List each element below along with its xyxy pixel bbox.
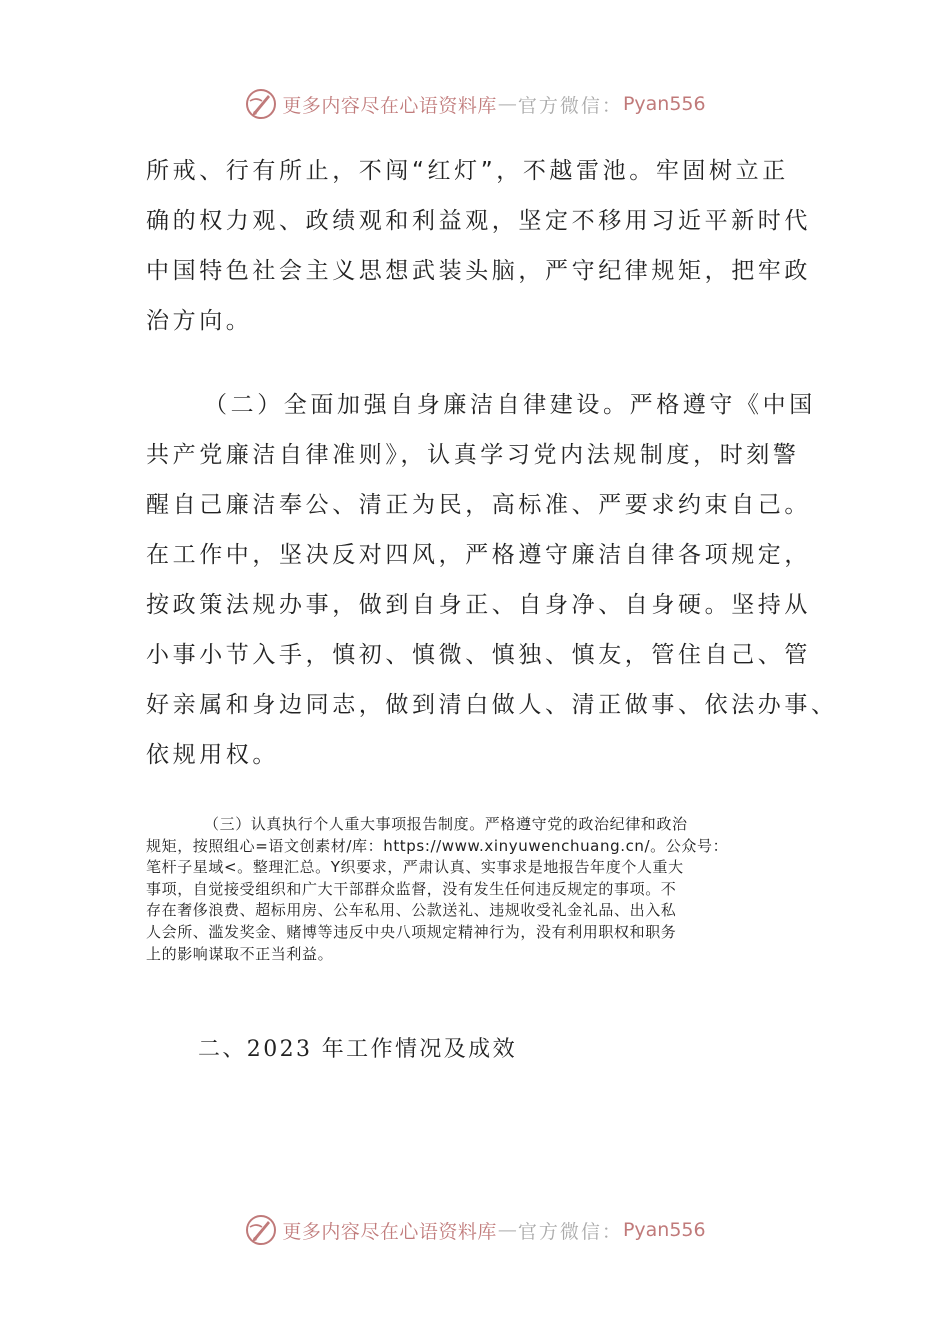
text-line: （三）认真执行个人重大事项报告制度。严格遵守党的政治纪律和政治 xyxy=(204,815,688,833)
text-line: 事项，自觉接受组织和广大干部群众监督，没有发生任何违反规定的事项。不 xyxy=(146,879,677,898)
banner-wechat-id: Pyan556 xyxy=(622,93,706,115)
text-line: 小事小节入手，慎初、慎微、慎独、慎友，管住自己、管 xyxy=(146,642,811,668)
text-line: 所戒、行有所止，不闯“红灯”，不越雷池。牢固树立正 xyxy=(146,158,789,184)
section-heading: 二、2023 年工作情况及成效 xyxy=(198,1037,517,1062)
text-line: 规矩，按照组心=语文创素材/库：https://www.xinyuwenchuang.cn/。公众号： xyxy=(146,836,729,855)
text-line: 依规用权。 xyxy=(146,742,279,768)
banner-separator: — xyxy=(497,1219,517,1241)
text-line: 醒自己廉洁奉公、清正为民，高标准、严要求约束自己。 xyxy=(146,492,811,518)
banner-text: 更多内容尽在心语资料库 xyxy=(282,1220,497,1243)
paragraph-personal-matters-report xyxy=(146,814,812,965)
text-line: 人会所、滥发奖金、赌博等违反中央八项规定精神行为，没有利用职权和职务 xyxy=(146,922,677,941)
banner-wechat-id: Pyan556 xyxy=(622,1219,706,1241)
text-line: 确的权力观、政绩观和利益观，坚定不移用习近平新时代 xyxy=(146,208,811,234)
quill-logo-icon xyxy=(244,87,278,121)
quill-logo-icon xyxy=(244,1213,278,1247)
text-line: 治方向。 xyxy=(146,308,253,334)
header-banner[interactable] xyxy=(0,84,950,124)
banner-wechat-label: 官方微信： xyxy=(517,1220,623,1243)
banner-text: 更多内容尽在心语资料库 xyxy=(282,94,497,117)
text-line: 共产党廉洁自律准则》，认真学习党内法规制度，时刻警 xyxy=(146,442,800,468)
text-line: 中国特色社会主义思想武装头脑，严守纪律规矩，把牢政 xyxy=(146,258,811,284)
text-line: 存在奢侈浪费、超标用房、公车私用、公款送礼、违规收受礼金礼品、出入私 xyxy=(146,901,677,920)
paragraph-self-discipline xyxy=(146,380,838,780)
text-line: 上的影响谋取不正当利益。 xyxy=(146,944,334,963)
paragraph-continuation xyxy=(146,146,811,346)
banner-separator: — xyxy=(497,93,517,115)
text-line: （二）全面加强自身廉洁自律建设。严格遵守《中国 xyxy=(204,392,816,418)
banner-wechat-label: 官方微信： xyxy=(517,94,623,117)
text-line: 笔杆子星域<。整理汇总。Y织要求，严肃认真、实事求是地报告年度个人重大 xyxy=(146,858,684,877)
text-line: 好亲属和身边同志，做到清白做人、清正做事、依法办事、 xyxy=(146,692,838,718)
text-line: 在工作中，坚决反对四风，严格遵守廉洁自律各项规定， xyxy=(146,542,811,568)
text-line: 按政策法规办事，做到自身正、自身净、自身硬。坚持从 xyxy=(146,592,811,618)
footer-banner[interactable] xyxy=(0,1210,950,1250)
